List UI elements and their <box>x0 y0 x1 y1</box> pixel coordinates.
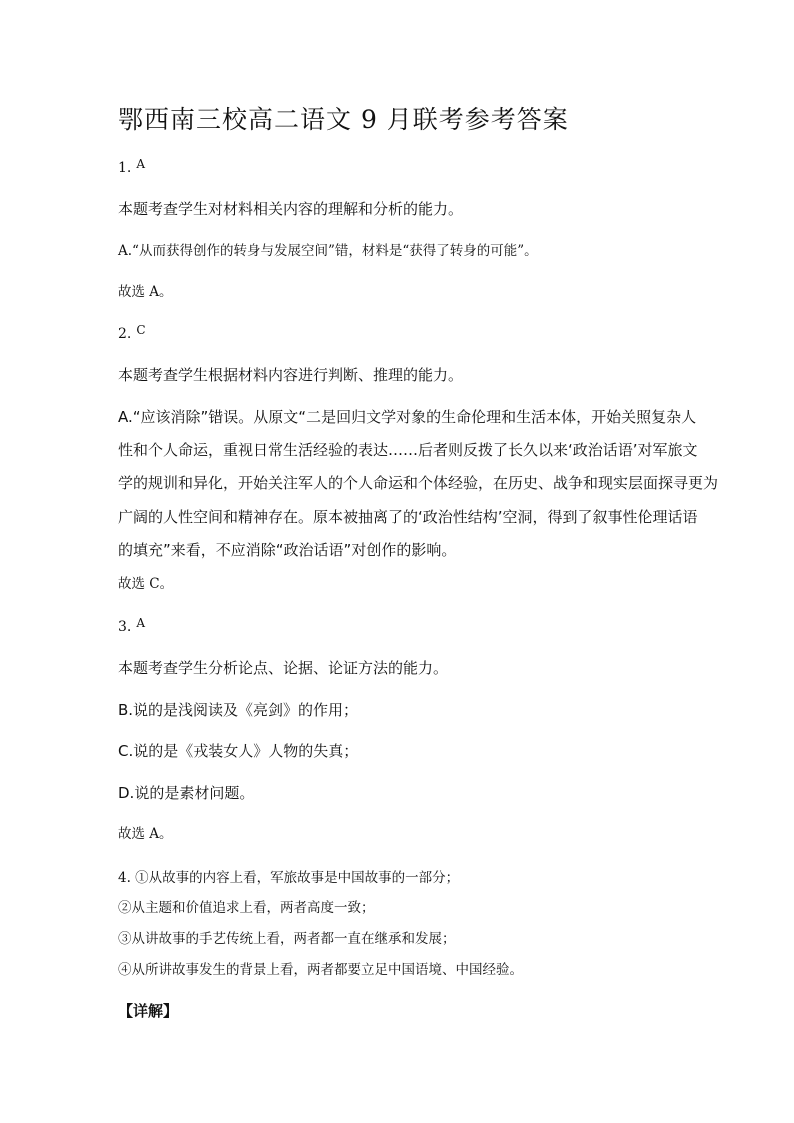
q3-choose: 故选 A。 <box>118 826 173 842</box>
q2-analysis-line: A.“应该消除”错误。从原文“二是回归文学对象的生命伦理和生活本体，开始关照复杂人 <box>118 408 697 426</box>
q2-choose: 故选 C。 <box>118 576 174 592</box>
q3-option-c: C.说的是《戎装女人》人物的失真； <box>118 742 359 760</box>
q1-description: 本题考查学生对材料相关内容的理解和分析的能力。 <box>118 200 464 218</box>
q1-number-line <box>118 158 145 178</box>
q3-answer: A <box>136 616 146 630</box>
q2-analysis-line: 性和个人命运，重视日常生活经验的表达……后者则反拨了长久以来‘政治话语’对军旅文 <box>118 441 698 459</box>
q2-analysis-line: 广阔的人性空间和精神存在。原本被抽离了的‘政治性结构’空洞，得到了叙事性伦理话语 <box>118 508 698 526</box>
q3-description: 本题考查学生分析论点、论据、论证方法的能力。 <box>118 659 449 677</box>
detail-heading: 【详解】 <box>118 1002 179 1020</box>
q3-number-line <box>118 617 145 637</box>
q2-analysis-line: 的填充”来看，不应消除“政治话语”对创作的影响。 <box>118 541 457 559</box>
q1-number: 1. <box>118 160 132 176</box>
q3-number: 3. <box>118 619 132 635</box>
page-title: 鄂西南三校高二语文 9 月联考参考答案 <box>118 105 569 134</box>
q2-number-line <box>118 324 146 344</box>
q3-option-d: D.说的是素材问题。 <box>118 784 255 802</box>
q2-number: 2. <box>118 326 132 342</box>
q3-option-b: B.说的是浅阅读及《亮剑》的作用； <box>118 701 359 719</box>
q4-point-3: ③从讲故事的手艺传统上看，两者都一直在继承和发展； <box>118 931 456 947</box>
q1-choose: 故选 A。 <box>118 284 173 300</box>
q4-point-2: ②从主题和价值追求上看，两者高度一致； <box>118 900 375 916</box>
q4-point-4: ④从所讲故事发生的背景上看，两者都要立足中国语境、中国经验。 <box>118 962 523 978</box>
q4-point-1: 4. ①从故事的内容上看，军旅故事是中国故事的一部分； <box>118 870 460 886</box>
q2-analysis-line: 学的规训和异化，开始关注军人的个人命运和个体经验，在历史、战争和现实层面探寻更为 <box>118 474 719 492</box>
q2-answer: C <box>136 323 146 337</box>
q2-description: 本题考查学生根据材料内容进行判断、推理的能力。 <box>118 366 464 384</box>
q1-analysis: A.“从而获得创作的转身与发展空间”错，材料是“获得了转身的可能”。 <box>118 243 538 259</box>
q1-answer: A <box>136 157 146 171</box>
